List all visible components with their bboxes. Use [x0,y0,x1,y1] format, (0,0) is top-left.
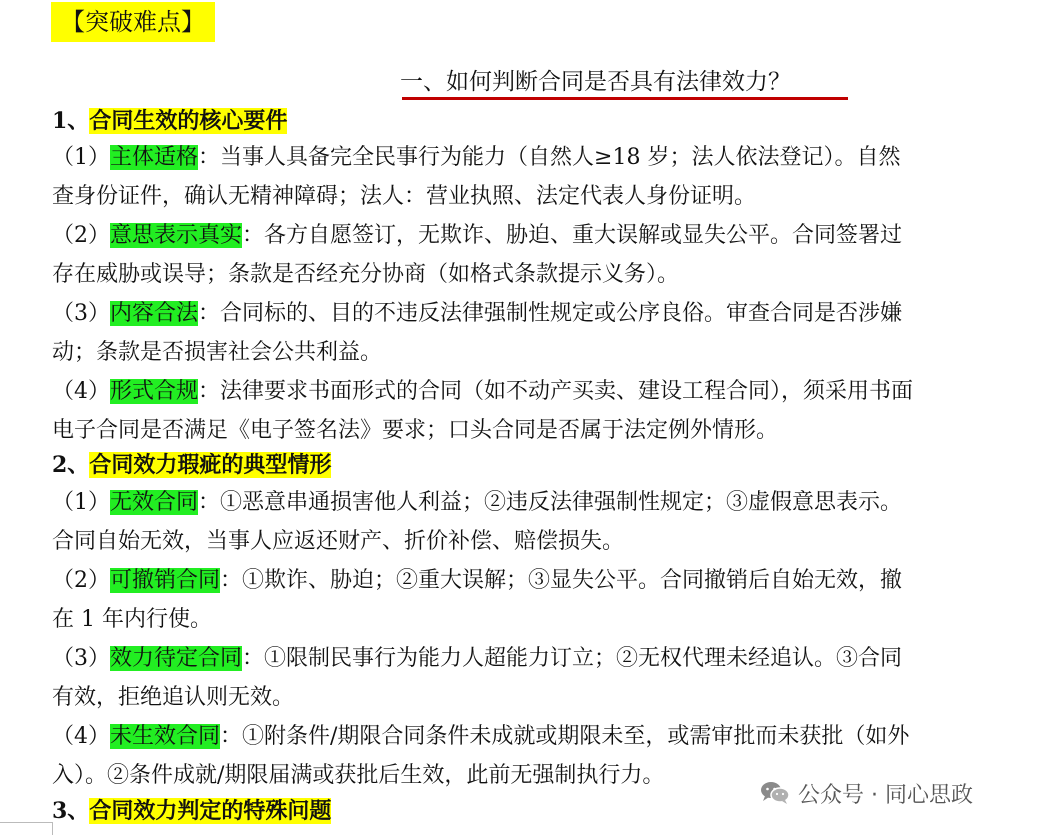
item-term: 内容合法 [110,301,199,326]
item-continuation: 动；条款是否损害社会公共利益。 [52,340,383,365]
item-continuation: 合同自始无效，当事人应返还财产、折价补偿、赔偿损失。 [52,529,625,554]
section-number: 2、 [52,452,90,478]
list-item [52,720,909,754]
list-item [52,642,902,676]
item-text: ：当事人具备完全民事行为能力（自然人≥18 岁；法人依法登记）。自然 [198,145,901,170]
item-term: 主体适格 [110,145,199,170]
item-text: ：各方自愿签订，无欺诈、胁迫、重大误解或显失公平。合同签署过 [242,223,903,248]
section-number: 1、 [52,108,90,134]
item-continuation: 电子合同是否满足《电子签名法》要求；口头合同是否属于法定例外情形。 [52,418,779,443]
section-heading-text: 合同效力瑕疵的典型情形 [89,452,332,478]
section-heading-1 [52,104,287,138]
item-text: ：法律要求书面形式的合同（如不动产买卖、建设工程合同），须采用书面 [198,379,914,404]
section-heading-text: 合同生效的核心要件 [89,108,288,134]
item-term: 无效合同 [110,490,199,515]
list-item [52,141,900,175]
item-continuation: 在 1 年内行使。 [52,607,212,632]
list-item [52,297,902,331]
item-prefix: （4） [52,724,110,749]
item-term: 效力待定合同 [110,646,243,671]
item-term: 未生效合同 [110,724,221,749]
item-prefix: （1） [52,490,110,515]
list-item [52,486,902,520]
item-continuation: 查身份证件，确认无精神障碍；法人：营业执照、法定代表人身份证明。 [52,184,757,209]
item-prefix: （3） [52,301,110,326]
item-prefix: （2） [52,568,110,593]
list-item [52,219,902,253]
section-heading-text: 合同效力判定的特殊问题 [89,798,332,824]
item-text: ：①限制民事行为能力人超能力订立；②无权代理未经追认。③合同 [242,646,903,671]
list-item [52,375,913,409]
item-term: 意思表示真实 [110,223,243,248]
watermark-text: 公众号 · 同心思政 [798,782,973,808]
section-number: 3、 [52,798,90,824]
item-continuation: 入）。②条件成就/期限届满或获批后生效，此前无强制执行力。 [52,763,665,788]
watermark [760,776,973,810]
item-text: ：①附条件/期限合同条件未成就或期限未至，或需审批而未获批（如外 [220,724,910,749]
item-term: 形式合规 [110,379,199,404]
item-text: ：①欺诈、胁迫；②重大误解；③显失公平。合同撤销后自始无效，撤 [220,568,903,593]
item-text: ：合同标的、目的不违反法律强制性规定或公序良俗。审查合同是否涉嫌 [198,301,903,326]
page-corner-mark [0,822,53,835]
item-prefix: （4） [52,379,110,404]
section-heading-3 [52,794,331,828]
item-text: ：①恶意串通损害他人利益；②违反法律强制性规定；③虚假意思表示。 [198,490,903,515]
item-term: 可撤销合同 [110,568,221,593]
section-heading-2 [52,448,331,482]
section-tag: 【突破难点】 [51,2,215,42]
item-continuation: 存在威胁或误导；条款是否经充分协商（如格式条款提示义务）。 [52,262,680,287]
title-underline [402,97,848,100]
list-item [52,564,902,598]
item-prefix: （3） [52,646,110,671]
item-prefix: （2） [52,223,110,248]
page-title: 一、如何判断合同是否具有法律效力？ [400,69,791,95]
item-prefix: （1） [52,145,110,170]
item-continuation: 有效，拒绝追认则无效。 [52,685,295,710]
wechat-icon [760,780,790,806]
